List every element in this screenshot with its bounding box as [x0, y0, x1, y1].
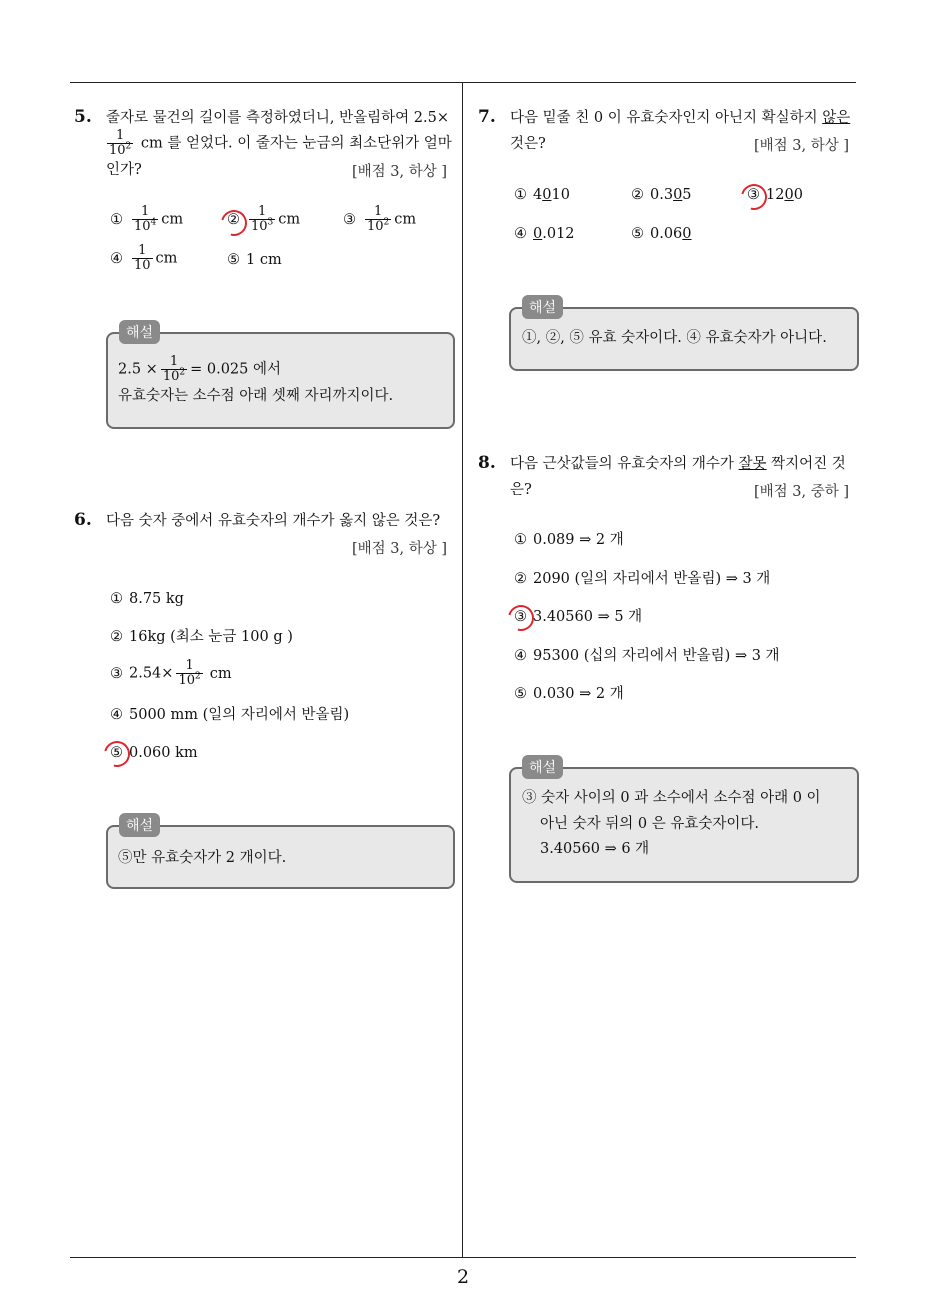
option-3[interactable]: ③ 2.54× $\frac{1}{10^2}$ cm: [110, 658, 232, 688]
answer-mark: [503, 600, 539, 636]
top-rule: [70, 82, 856, 83]
option-1[interactable]: ① 0.089 ⇒ 2 개: [514, 532, 624, 548]
score-meta: [배점 3, 하상 ]: [352, 541, 448, 557]
option-5[interactable]: ⑤ 0.030 ⇒ 2 개: [514, 686, 624, 702]
option-5[interactable]: ⑤ 0.060: [631, 226, 692, 242]
option-1[interactable]: ① $\frac{1}{10^4}$ cm: [110, 204, 184, 234]
score-meta: [배점 3, 중하 ]: [754, 484, 850, 500]
score-meta: [배점 3, 하상 ]: [754, 138, 850, 154]
question-text-line2: 은?: [510, 482, 532, 498]
option-3[interactable]: ③ 1200: [747, 187, 803, 203]
option-4[interactable]: ④ 95300 (십의 자리에서 반올림) ⇒ 3 개: [514, 648, 780, 664]
solution-line3: 3.40560 ⇒ 6 개: [540, 841, 650, 857]
solution-text: ⑤만 유효숫자가 2 개이다.: [118, 850, 287, 866]
page-number: 2: [456, 1266, 470, 1288]
option-4[interactable]: ④ 5000 mm (일의 자리에서 반올림): [110, 707, 350, 723]
option-5[interactable]: ⑤ 1 cm: [227, 252, 282, 268]
solution-line2: 아닌 숫자 뒤의 0 은 유효숫자이다.: [540, 816, 759, 832]
solution-tag: 해설: [119, 320, 160, 344]
option-5[interactable]: ⑤ 0.060 km: [110, 745, 198, 761]
solution-line1: 2.5 × $\frac{1}{10^2}$ = 0.025 에서: [118, 354, 282, 384]
question-text-rest: cm 를 얻었다. 이 줄자는 눈금의 최소단위가 얼마: [140, 135, 452, 152]
solution-tag: 해설: [522, 755, 563, 779]
question-number: 6.: [74, 510, 92, 530]
option-2[interactable]: ② $\frac{1}{10^3}$ cm: [227, 204, 301, 234]
question-number: 8.: [478, 453, 496, 473]
option-3[interactable]: ③ $\frac{1}{10^2}$ cm: [343, 204, 417, 234]
question-text-line3: 인가?: [106, 162, 142, 178]
option-3[interactable]: ③ 3.40560 ⇒ 5 개: [514, 609, 643, 625]
option-4[interactable]: ④ $\frac{1}{10}$ cm: [110, 243, 178, 273]
solution-text: ①, ②, ⑤ 유효 숫자이다. ④ 유효숫자가 아니다.: [522, 330, 827, 346]
option-2[interactable]: ② 2090 (일의 자리에서 반올림) ⇒ 3 개: [514, 571, 771, 587]
bottom-rule: [70, 1257, 856, 1258]
solution-line2: 유효숫자는 소수점 아래 셋째 자리까지이다.: [118, 388, 394, 404]
solution-tag: 해설: [119, 813, 160, 837]
question-text: 다음 숫자 중에서 유효숫자의 개수가 옳지 않은 것은?: [106, 513, 441, 529]
option-2[interactable]: ② 16kg (최소 눈금 100 g ): [110, 629, 293, 645]
question-text-line2: 것은?: [510, 136, 546, 152]
option-1[interactable]: ① 4010: [514, 187, 570, 203]
option-2[interactable]: ② 0.305: [631, 187, 692, 203]
score-meta: [배점 3, 하상 ]: [352, 164, 448, 180]
column-divider: [462, 82, 463, 1258]
question-text-line1: 줄자로 물건의 길이를 측정하였더니, 반올림하여 2.5×: [106, 110, 450, 126]
question-text-line1: 다음 근삿값들의 유효숫자의 개수가 잘못 짝지어진 것: [510, 456, 846, 472]
answer-mark: [99, 736, 135, 772]
question-text-line1: 다음 밑줄 친 0 이 유효숫자인지 아닌지 확실하지 않은: [510, 110, 851, 126]
question-number: 7.: [478, 107, 496, 127]
option-1[interactable]: ① 8.75 kg: [110, 591, 184, 607]
option-4[interactable]: ④ 0.012: [514, 226, 575, 242]
question-text-line2: [104, 129, 452, 158]
fraction: $\frac{1}{10^2}$: [109, 128, 132, 158]
solution-tag: 해설: [522, 295, 563, 319]
solution-line1: ③ 숫자 사이의 0 과 소수에서 소수점 아래 0 이: [522, 790, 821, 806]
question-number: 5.: [74, 107, 92, 127]
